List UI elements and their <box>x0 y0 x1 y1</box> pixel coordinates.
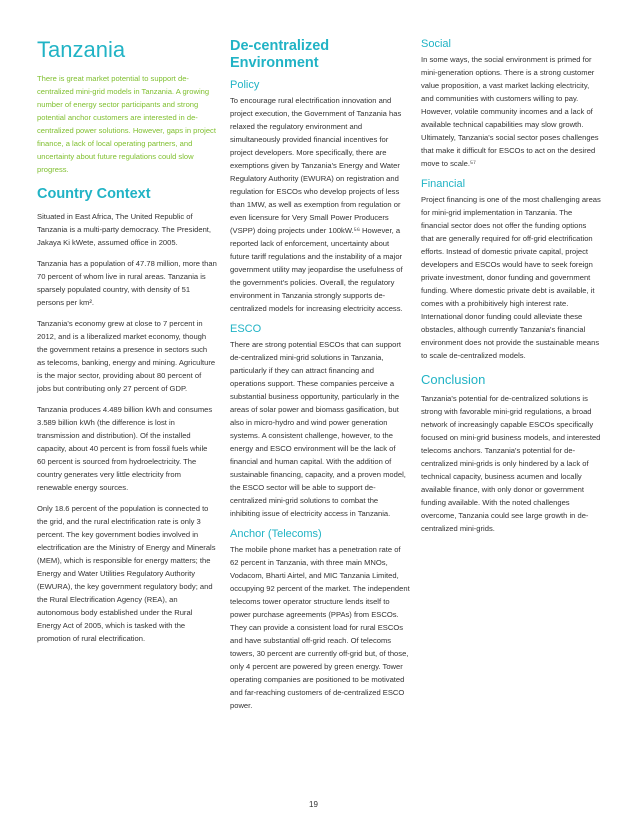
policy-heading: Policy <box>230 78 260 91</box>
financial-heading: Financial <box>421 178 466 191</box>
anchor-heading: Anchor (Telecoms) <box>230 528 322 541</box>
context-paragraph: Situated in East Africa, The United Republic of Tanzania is a multi-party democracy. The President, Jakaya Ki kWete, assumed office in 2005. <box>37 211 212 247</box>
esco-heading: ESCO <box>230 322 262 335</box>
column-left <box>37 0 217 653</box>
decentralized-environment-heading: De-centralized Environment <box>230 38 330 72</box>
context-paragraph: Tanzania produces 4.489 billion kWh and consumes 3.589 billion kWh (the difference is lost in transmission and distribution). Of the installed capacity, about 40 percent is from fossil fuels while 60 percent is sourced from hydroelectricity. The country generates very little electricity from renewable energy sources. <box>37 404 213 492</box>
column-middle <box>230 0 410 720</box>
context-paragraph: Only 18.6 percent of the population is connected to the grid, and the rural electrification rate is only 3 percent. The key government bodies involved in electrification are the Ministry of Energy and Minerals (MEM), which is responsible for energy matters; the Energy and Water Utilities Regulatory Authority (EWURA), the key government regulatory body; and the Rural Electrification Agency (REA), an autonomous body established under the Rural Energy Act of 2005, which is tasked with the promotion of rural electrification. <box>37 503 216 643</box>
page-title: Tanzania <box>37 37 126 62</box>
conclusion-text: Tanzania's potential for de-centralized solutions is strong with favorable mini-grid regulations, a broad network of increasingly capable ESCOs specifically focused on mini-grid business models, and interested telecoms anchors. Tanzania's potential for de-centralized mini-grids is only hindered by a lack of technical capacity, business acumen and locally available finance, with only donor or government funding available. With the noted challenges overcome, Tanzania could see large growth in de-centralized mini-grids. <box>421 393 601 533</box>
column-right <box>421 0 601 543</box>
anchor-text: The mobile phone market has a penetration rate of 62 percent in Tanzania, with three main MNOs, Vodacom, Bharti Airtel, and MIC Tanzania Limited, occupying 92 percent of the market. The independent telecoms tower operator structure lends itself to power purchase agreements (PPAs) from ESCOs. They can provide a consistent load for rural ESCOs and have substantial off-grid reach. Of telecoms towers, 30 percent are currently off-grid but, of those, only 4 percent are powered by green energy. Tower operating companies are positioned to be motivated and far-reaching customers of de-centralized ESCO power. <box>230 545 410 711</box>
financial-text: Project financing is one of the most challenging areas for mini-grid implementation in Tanzania. The financial sector does not offer the funding options that are generally required for off-grid electrification efforts. Instead of domestic private capital, project developers and ESCOs would have to seek foreign private investment, donor funding and government funding. Where domestic private debt is available, it comes with a prohibitively high interest rate. International donor funding could alleviate these obstacles, although currently Tanzania's financial environment does not provide the sustainable means to scale de-centralized models. <box>421 195 601 361</box>
policy-text: To encourage rural electrification innovation and project execution, the Government of Tanzania has relaxed the regulatory environment and simultaneously provided financial incentives for project developers. More specifically, there are exemptions given by Tanzania's Energy and Water Regulatory Authority (EWURA) on registration and regulation for ESCOs who develop projects of less than 1MW, as well as exemption from regulation or even licensure for Very Small Power Producers (VSPP) doing projects under 100kW.⁵⁶ However, a reported lack of enforcement, uncertainty about future tariff regulations and the instability of a major government utility may jeopardise the usefulness of the government's policies. Overall, the regulatory environment in Tanzania strongly supports de-centralized models for increasing electricity access. <box>230 95 403 313</box>
esco-text: There are strong potential ESCOs that can support de-centralized mini-grid solutions in Tanzania, particularly if they can attract financing and operations support. These companies perceive a substantial business opportunity, particularly in the areas of solar power and biomass gasification, but also in micro-hydro and wind power generation systems. A consistent challenge, however, to the energy and ESCO environment will be the lack of financial and human capital. With the addition of sustainable financing, capacity, and a proven model, the ESCO sector will be able to support de-centralized mini-grid solutions to combat the inhibiting issue of electricity access in Tanzania. <box>230 340 406 519</box>
conclusion-heading: Conclusion <box>421 372 486 388</box>
context-paragraph: Tanzania has a population of 47.78 million, more than 70 percent of whom live in rural areas. Tanzania is sparsely populated country, with density of 51 persons per km². <box>37 258 217 307</box>
context-paragraph: Tanzania's economy grew at close to 7 percent in 2012, and is a liberalized market economy, though the government retains a presence in sectors such as telecoms, banking, energy and mining. Agriculture is the major sector, providing about 80 percent of jobs but contributing only 27 percent of GDP. <box>37 318 216 393</box>
intro-text: There is great market potential to support de-centralized mini-grid models in Tanzania. A growing number of energy sector participants and strong potential anchor customers are interested in de-centralized power solutions. However, gaps in project finance, a lack of local operating partners, and uncertainty about future regulations could slow progress. <box>37 74 216 175</box>
country-context-heading: Country Context <box>37 186 151 203</box>
page-number: 19 <box>309 800 318 809</box>
social-heading: Social <box>421 38 451 50</box>
social-text: In some ways, the social environment is primed for mini-generation options. There is a strong customer value proposition, a vast market lacking electricity, and communities with customers willing to pay. However, volatile community incomes and a lack of available technical capabilities may slow growth. Ultimately, Tanzania's social sector poses challenges that make it difficult for ESCOs to act on the desired move to scale.⁵⁷ <box>421 55 599 169</box>
